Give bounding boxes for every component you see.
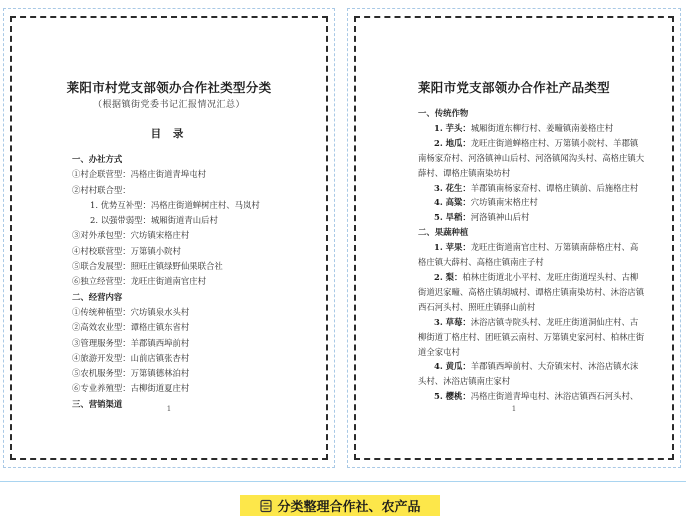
right-document-page: [354, 16, 674, 460]
product-entry: [418, 315, 646, 360]
product-villages: 羊郡镇西埠前村、大夼镇宋村、沐浴店镇水沫头村、沐浴店镇南庄家村: [418, 361, 639, 387]
product-section-heading: [418, 225, 646, 240]
section-divider: [0, 481, 686, 482]
product-entry: [418, 136, 646, 181]
toc-entry: ①传统种植型：穴坊镇泉水头村: [72, 306, 190, 317]
toc-entry: ③对外承包型：穴坊镇宋格庄村: [72, 230, 190, 241]
product-villages: 穴坊镇南宋格庄村: [470, 197, 538, 208]
toc-heading: 目 录: [150, 128, 188, 140]
left-page-number: 1: [166, 405, 172, 413]
product-villages: 龙旺庄街道蝉格庄村、万第镇小院村、羊郡镇南杨家夼村、河洛镇神山后村、河洛镇闻沟头村、高格庄镇大薛村、谭格庄镇南染坊村: [418, 137, 645, 178]
product-villages: 二、果蔬种植: [418, 227, 469, 238]
caption-banner: [240, 495, 440, 516]
toc-entry: 1. 优势互补型：冯格庄街道蝉树庄村、马岚村: [90, 199, 260, 210]
toc-entry: ③管理服务型：羊郡镇西埠前村: [72, 337, 190, 348]
product-label: 1. 芋头：: [434, 122, 471, 133]
left-document-page: [10, 16, 328, 460]
left-page-subtitle: （根据镇街党委书记汇报情况汇总）: [92, 100, 245, 110]
product-label: 3. 草莓：: [434, 316, 471, 327]
toc-entry: ④旅游开发型：山前店镇张杏村: [72, 352, 190, 363]
toc-entry: ②村村联合型：: [72, 184, 131, 195]
left-page-title: 莱阳市村党支部领办合作社类型分类: [66, 80, 272, 95]
notebook-icon: [259, 499, 273, 513]
toc-entry: ②高效农业型：谭格庄镇东省村: [72, 322, 190, 333]
toc-section-heading: 一、办社方式: [72, 154, 123, 164]
toc-section-heading: 三、营销渠道: [72, 398, 123, 409]
product-villages: 冯格庄街道青埠屯村、沐浴店镇西石河头村、: [470, 391, 639, 402]
toc-entry: ⑤联合发展型：照旺庄镇绿野仙果联合社: [72, 261, 223, 272]
product-entry: [418, 195, 646, 210]
product-entry: [418, 389, 646, 404]
product-label: 5. 旱稻：: [434, 212, 471, 223]
left-document-frame: [3, 8, 335, 468]
product-entry: [418, 181, 646, 196]
product-villages: 沐浴店镇寺院头村、龙旺庄街道洞仙庄村、古柳街道丁格庄村、团旺镇云南村、万第镇史家河村、柏林庄街道全家屯村: [418, 316, 645, 357]
product-type-list: [418, 106, 646, 404]
product-label: 5. 樱桃：: [434, 391, 471, 402]
toc-entry: ⑤农机服务型：万第镇德林泊村: [72, 368, 190, 379]
product-villages: 河洛镇神山后村: [470, 212, 530, 223]
right-page-title: 莱阳市党支部领办合作社产品类型: [417, 80, 610, 95]
toc-entry: ⑥独立经营型：龙旺庄街道南官庄村: [72, 276, 206, 287]
product-entry: [418, 210, 646, 225]
product-label: 1. 苹果：: [434, 242, 471, 253]
toc-entry: ⑥专业养殖型：古柳街道夏庄村: [72, 383, 190, 394]
product-entry: [418, 270, 646, 315]
caption-text: 分类整理合作社、农产品: [277, 500, 421, 515]
toc-entry: ④村校联营型：万第镇小院村: [72, 245, 181, 256]
toc-list: [72, 152, 306, 412]
product-label: 3. 花生：: [434, 182, 471, 193]
right-document-frame: [347, 8, 681, 468]
product-label: 4. 高粱：: [434, 197, 471, 208]
product-villages: 一、传统作物: [418, 108, 469, 118]
product-villages: 城厢街道东柳行村、姜疃镇南姜格庄村: [470, 122, 614, 133]
product-villages: 柏林庄街道北小平村、龙旺庄街道埕头村、古柳街道迟家疃、高格庄镇胡城村、谭格庄镇南染坊村、沐浴店镇西石河头村、照旺庄镇驿山前村: [418, 271, 645, 312]
product-label: 2. 地瓜：: [434, 137, 471, 148]
toc-entry: ①村企联营型：冯格庄街道青埠屯村: [72, 169, 206, 180]
product-entry: [418, 359, 646, 389]
product-entry: [418, 121, 646, 136]
product-section-heading: [418, 106, 646, 121]
product-villages: 羊郡镇南杨家夼村、谭格庄镇前、后施格庄村: [470, 182, 639, 193]
toc-section-heading: 二、经营内容: [72, 291, 123, 302]
toc-entry: 2. 以强带弱型：城厢街道青山后村: [90, 215, 218, 226]
right-page-number: 1: [511, 405, 517, 413]
product-villages: 龙旺庄街道南官庄村、万第镇南薛格庄村、高格庄镇大薛村、高格庄镇南庄子村: [418, 242, 639, 268]
product-label: 4. 黄瓜：: [434, 361, 471, 372]
product-label: 2. 梨：: [434, 271, 463, 282]
product-entry: [418, 240, 646, 270]
